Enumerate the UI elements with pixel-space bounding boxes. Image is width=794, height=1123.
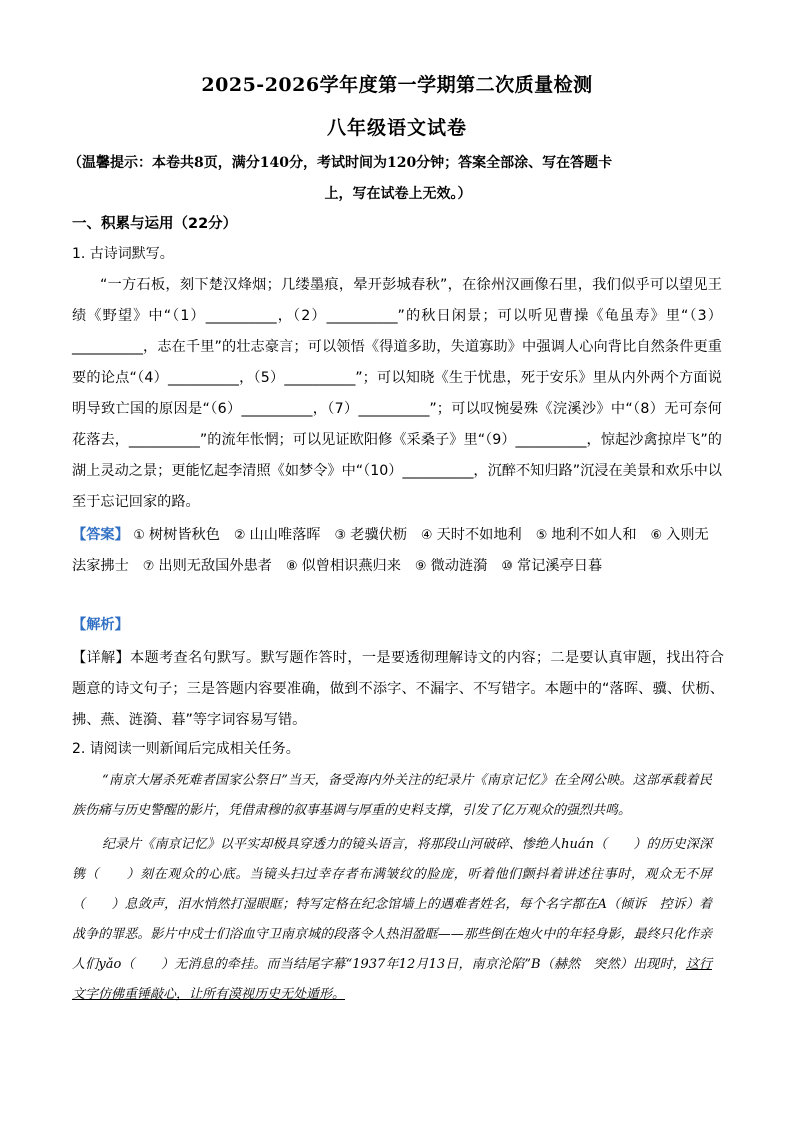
- answer-text: 微动涟漪: [430, 558, 488, 574]
- answer-text: 似曾相识燕归来: [301, 558, 401, 574]
- answer-item: [421, 527, 522, 543]
- answer-text: 常记溪亭日暮: [517, 558, 603, 574]
- exam-tip-line1: （温馨提示：本卷共8页，满分140分，考试时间为120分钟；答案全部涂、写在答题卡: [68, 155, 613, 171]
- answer-block: [72, 520, 722, 582]
- news-paragraph-1: “南京大屠杀死难者国家公祭日”当天，备受海内外关注的纪录片《南京记忆》在全网公映。这部承载着民族伤痛与历史警醒的影片，凭借肃穆的叙事基调与厚重的史料支撑，引发了亿万观众的强烈共鸣。: [72, 773, 712, 818]
- question-1-text: “一方石板，刻下楚汉烽烟；几缕墨痕，晕开彭城春秋”，在徐州汉画像石里，我们似乎可以望见王绩《野望》中“（1）__________，（2）__________”的秋日闲景；可以听见曹操《龟虽寿》里“（3）__________，志在千里”的壮志豪言；可以领悟《得道多助，失道寡助》中强调人心向背比自然条件更重要的论点“（4）__________，（5）__________”；可以知晓《生于忧患，死于安乐》里从内外两个方面说明导致亡国的原因是“（6）__________，（7）__________”；可以叹惋晏殊《浣溪沙》中“（8）无可奈何花落去，__________”的流年怅惘；可以见证欧阳修《采桑子》里“（9）__________，惊起沙禽掠岸飞”的湖上灵动之景；更能忆起李清照《如梦令》中“（10）__________，沉醉不知归路”沉浸在美景和欢乐中以至于忘记回家的路。: [72, 277, 722, 510]
- detail-text: 本题考查名句默写。默写题作答时，一是要透彻理解诗文的内容；二是要认真审题，找出符合题意的诗文句子；三是答题内容要准确，做到不添字、不漏字、不写错字。本题中的“落晖、骥、伏枥、拂、燕、涟漪、暮”等字词容易写错。: [72, 650, 724, 728]
- question-1-label: 1. 古诗词默写。: [72, 246, 174, 262]
- detail-block: [72, 643, 724, 736]
- answer-number: ③: [334, 528, 347, 543]
- answer-number: ⑧: [285, 559, 298, 574]
- answer-text: 天时不如地利: [436, 527, 522, 543]
- question-2-label: 2. 请阅读一则新闻后完成相关任务。: [72, 741, 300, 757]
- answer-item: [286, 558, 401, 574]
- answer-text: 出则无敌国外患者: [158, 558, 272, 574]
- answer-list: [72, 527, 709, 574]
- exam-subtitle: 八年级语文试卷: [326, 117, 467, 139]
- answer-number: ⑩: [501, 559, 513, 574]
- answer-item: [234, 527, 321, 543]
- exam-title: 2025-2026学年度第一学期第二次质量检测: [201, 74, 593, 96]
- answer-item: [143, 558, 272, 574]
- answer-label: 【答案】: [72, 527, 129, 543]
- exam-tip-line2: 上，写在试卷上无效。）: [324, 186, 472, 202]
- answer-item: [415, 558, 487, 574]
- answer-text: 入则无法家拂士: [72, 527, 709, 574]
- answer-number: ⑤: [535, 528, 548, 543]
- answer-item: [133, 527, 220, 543]
- news-paragraph-2: [72, 830, 712, 1010]
- news-underlined-sentence: 这行文字仿佛重锤敲心，让所有漠视历史无处遁形。: [72, 957, 712, 1002]
- answer-text: 山山唯落晖: [249, 527, 321, 543]
- answer-text: 老骥伏枥: [350, 527, 407, 543]
- answer-item: [335, 527, 407, 543]
- detail-label: 【详解】: [72, 650, 130, 666]
- answer-number: ⑦: [142, 559, 155, 574]
- analysis-label: 【解析】: [72, 617, 129, 633]
- answer-text: 树树皆秋色: [148, 527, 220, 543]
- answer-item: [501, 558, 602, 574]
- answer-item: [536, 527, 637, 543]
- answer-number: ⑨: [414, 559, 427, 574]
- exam-tip: [68, 148, 728, 210]
- answer-number: ①: [133, 528, 145, 543]
- answer-number: ⑥: [650, 528, 663, 543]
- section-heading: 一、积累与运用（22分）: [72, 216, 238, 232]
- answer-number: ②: [233, 528, 246, 543]
- answer-number: ④: [420, 528, 433, 543]
- news-paragraph-2-text: 纪录片《南京记忆》以平实却极具穿透力的镜头语言，将那段山河破碎、惨绝人huán（ ）的历史深深镌（ ）刻在观众的心底。当镜头扫过幸存者布满皱纹的脸庞，听着他们颤抖着讲述往事时，观众无不屏（ ）息敛声，泪水悄然打湿眼眶；特写定格在纪念馆墙上的遇难者姓名，每个名字都在A（倾诉 控诉）着战争的罪恶。影片中戍士们浴血守卫南京城的段落令人热泪盈眶——那些倒在炮火中的年轻身影，最终只化作亲人们yǎo（ ）无消息的牵挂。而当结尾字幕“1937年12月13日，南京沦陷”B（赫然 突然）出现时，: [72, 837, 712, 972]
- answer-text: 地利不如人和: [551, 527, 637, 543]
